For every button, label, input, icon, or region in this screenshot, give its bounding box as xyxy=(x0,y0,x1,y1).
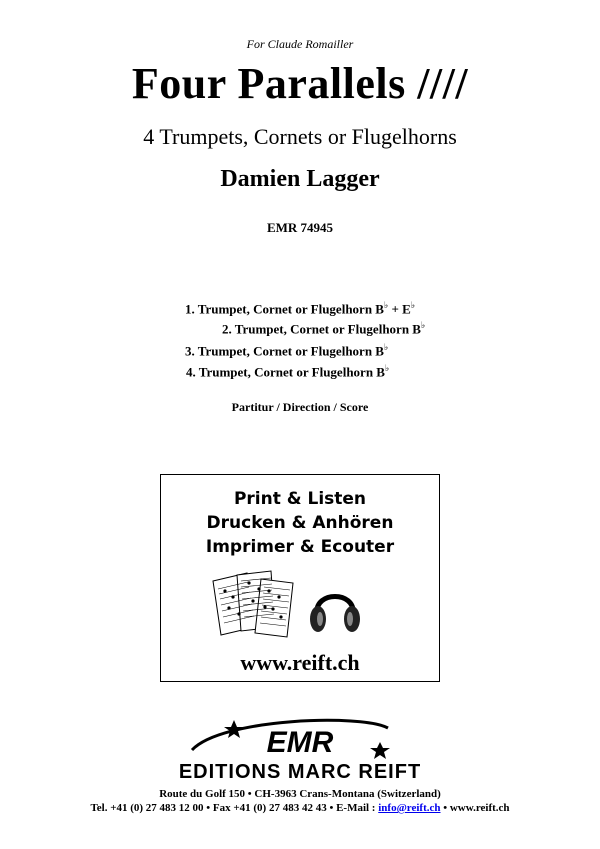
publisher-name: EDITIONS MARC REIFT xyxy=(178,761,422,783)
publisher-contact: Tel. +41 (0) 27 483 12 00 • Fax +41 (0) 27 483 42 43 • E-Mail : info@reift.ch • www.reift.ch xyxy=(90,802,510,814)
publisher-address: Route du Golf 150 • CH-3963 Crans-Montana (Switzerland) xyxy=(159,788,441,800)
promo-line-german: Drucken & Anhören xyxy=(206,513,394,533)
dedication: For Claude Romailler xyxy=(246,37,354,51)
print-listen-box xyxy=(160,474,440,682)
instrumentation: 4 Trumpets, Cornets or Flugelhorns xyxy=(143,124,457,149)
part-item-4: 4. Trumpet, Cornet or Flugelhorn B♭ xyxy=(186,363,390,380)
promo-line-english: Print & Listen xyxy=(233,489,367,509)
score-label: Partitur / Direction / Score xyxy=(231,400,369,414)
part-item-3: 3. Trumpet, Cornet or Flugelhorn B♭ xyxy=(185,342,389,359)
headphones-icon xyxy=(307,579,363,637)
promo-website: www.reift.ch xyxy=(240,650,360,675)
part-item-2: 2. Trumpet, Cornet or Flugelhorn B♭ xyxy=(222,320,426,337)
email-link[interactable]: info@reift.ch xyxy=(378,802,441,814)
part-item-1: 1. Trumpet, Cornet or Flugelhorn B♭ + E♭ xyxy=(185,300,416,317)
catalog-number: EMR 74945 xyxy=(266,220,334,235)
promo-line-french: Imprimer & Ecouter xyxy=(205,537,395,557)
emr-logo-mark: EMR xyxy=(266,726,334,759)
sheet-music-icon xyxy=(209,567,299,639)
score-title: Four Parallels //// xyxy=(131,59,469,108)
emr-logo xyxy=(152,714,448,784)
composer-name: Damien Lagger xyxy=(220,166,380,192)
